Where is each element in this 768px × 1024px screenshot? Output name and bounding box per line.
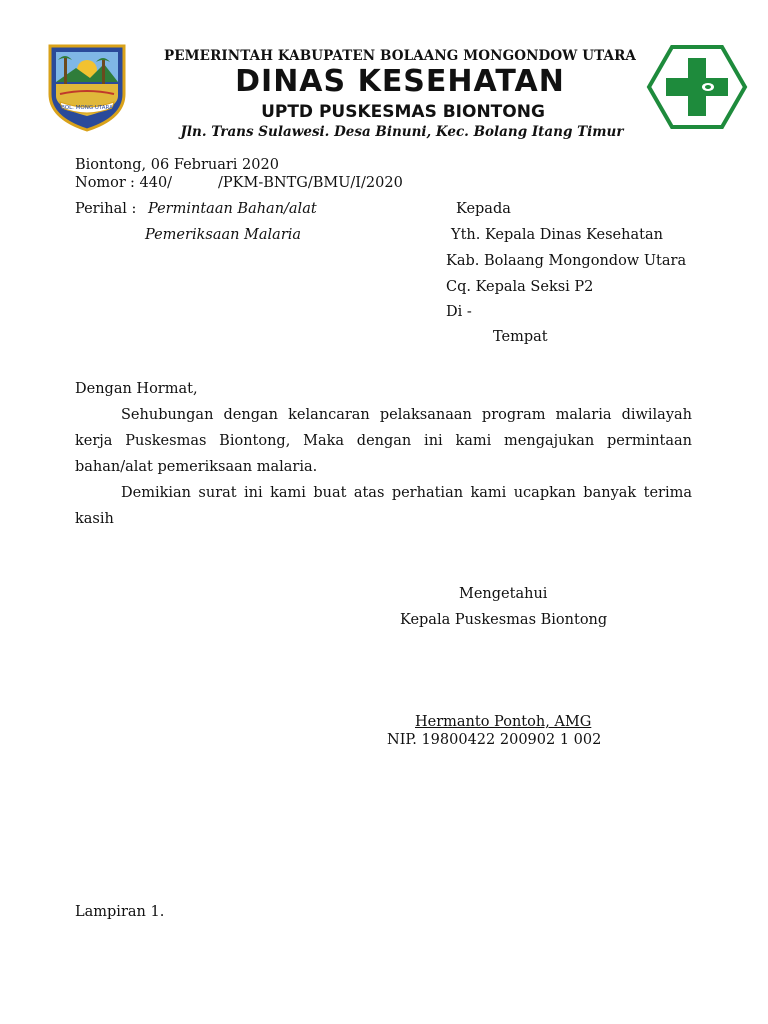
letter-number-suffix: /PKM-BNTG/BMU/I/2020 <box>218 175 403 191</box>
subject-label: Perihal : <box>75 201 137 217</box>
subject-line-1: Permintaan Bahan/alat <box>148 201 317 217</box>
crest-motto: BOL. MONG UTARA <box>61 105 113 111</box>
body-paragraph-1: Sehubungan dengan kelancaran pelaksanaan program malaria diwilayah kerja Puskesmas Biontong, Maka dengan ini kami mengajukan permintaan bahan/alat pemeriksaan malaria. <box>75 407 692 475</box>
signature-acknowledged: Mengetahui <box>459 586 548 602</box>
body-paragraph-2: Demikian surat ini kami buat atas perhatian kami ucapkan banyak terima kasih <box>75 485 692 527</box>
office-title: DINAS KESEHATAN <box>235 64 565 99</box>
recipient-line-6: Tempat <box>493 329 548 345</box>
place-date: Biontong, 06 Februari 2020 <box>75 157 279 173</box>
letter-number-label: Nomor <box>75 175 126 191</box>
attachment-label: Lampiran 1. <box>75 904 165 920</box>
recipient-line-3: Kab. Bolaang Mongondow Utara <box>446 253 687 269</box>
recipient-line-5: Di - <box>446 304 472 320</box>
recipient-line-1: Kepada <box>456 201 511 217</box>
unit-title: UPTD PUSKESMAS BIONTONG <box>261 102 545 122</box>
recipient-line-2: Yth. Kepala Dinas Kesehatan <box>451 227 663 243</box>
subject-line-2: Pemeriksaan Malaria <box>145 227 302 243</box>
recipient-line-4: Cq. Kepala Seksi P2 <box>446 279 594 295</box>
greeting: Dengan Hormat, <box>75 381 198 397</box>
signatory-nip: NIP. 19800422 200902 1 002 <box>387 732 602 748</box>
signature-position: Kepala Puskesmas Biontong <box>400 612 608 628</box>
signatory-name: Hermanto Pontoh, AMG <box>415 714 592 730</box>
office-address: Jln. Trans Sulawesi. Desa Binuni, Kec. Bolang Itang Timur <box>180 124 624 140</box>
government-name: PEMERINTAH KABUPATEN BOLAANG MONGONDOW UTARA <box>164 48 636 64</box>
letter-number-value: : 440/ <box>130 175 173 191</box>
